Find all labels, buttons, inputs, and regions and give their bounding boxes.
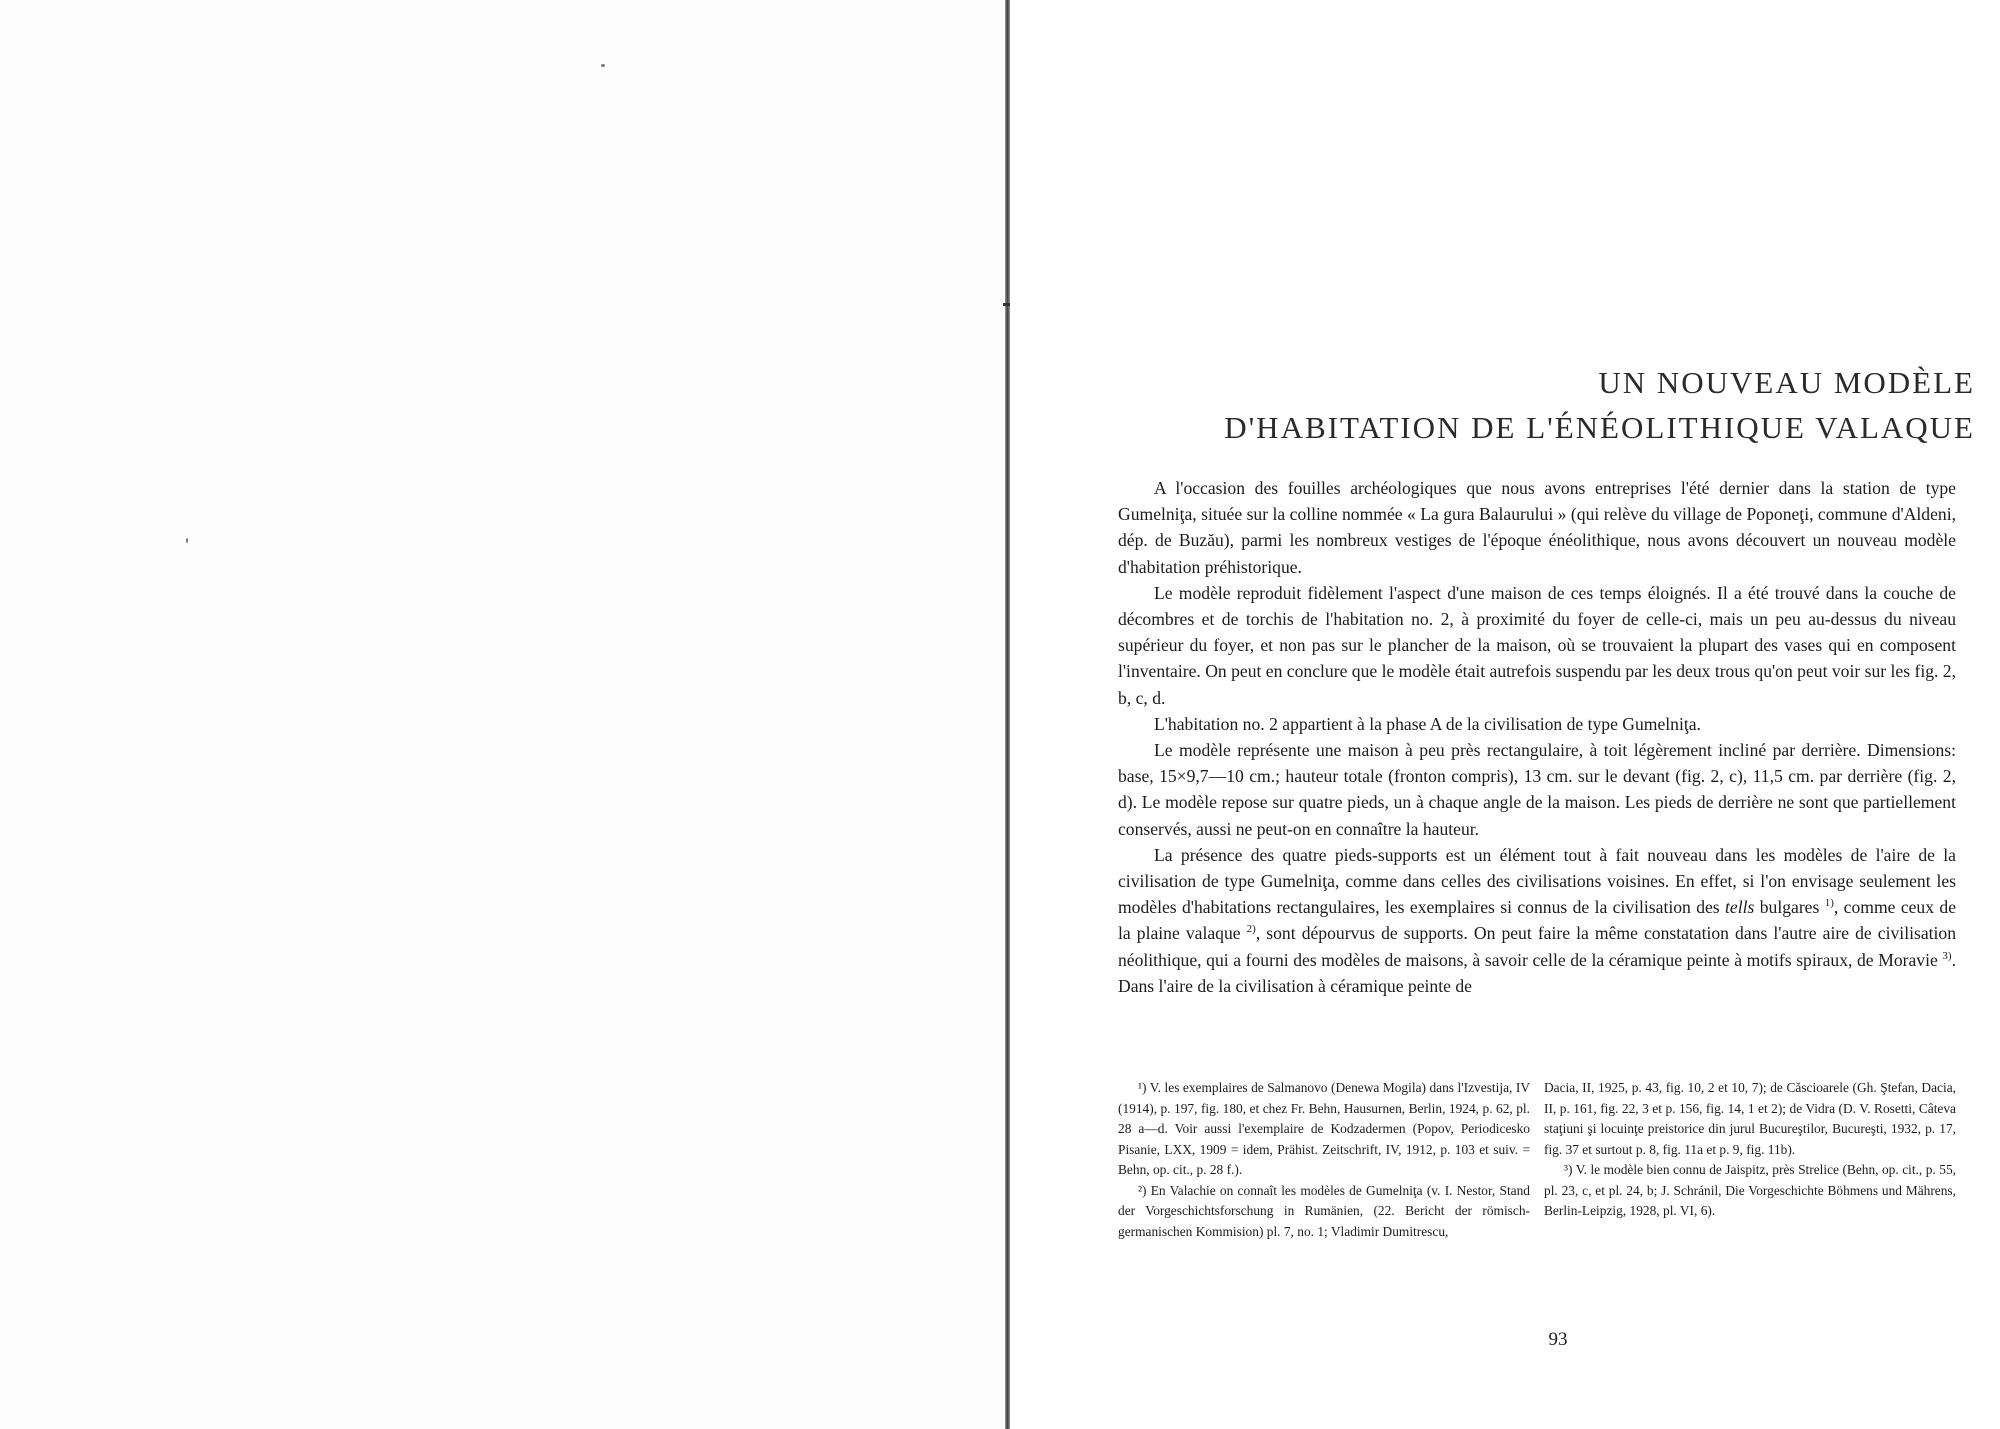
paragraph-5 — [1118, 842, 1956, 999]
footnote-2: ²) En Valachie on connaît les modèles de Gumelniţa (v. I. Nestor, Stand der Vorgeschichtsforschung in Rumänien, (22. Bericht der römisch-germanischen Kommision) pl. 7, no. 1; Vladimir Dumitrescu, — [1118, 1182, 1530, 1239]
paragraph-2: Le modèle reproduit fidèlement l'aspect d'une maison de ces temps éloignés. Il a été trouvé dans la couche de décombres et de torchis de l'habitation no. 2, à proximité du foyer de celle-ci, mais un peu au-dessus du niveau supérieur du foyer, et non pas sur le plancher de la maison, où se trouvaient la plupart des vases qui en composent l'inventaire. On peut en conclure que le modèle était autrefois suspendu par les deux trous qu'on peut voir sur les fig. 2, b, c, d. — [1118, 582, 1956, 708]
paragraph-3: L'habitation no. 2 appartient à la phase A de la civilisation de type Gumelniţa. — [1154, 713, 1701, 734]
footnotes-left-column — [1118, 1078, 1530, 1242]
term-tells: tells — [1725, 897, 1755, 918]
paper-speck — [601, 64, 605, 67]
page-number: 93 — [1548, 1329, 1568, 1350]
footnote-ref-2: 2) — [1246, 923, 1256, 936]
footnotes — [1118, 1078, 1956, 1242]
paragraph-1: A l'occasion des fouilles archéologiques que nous avons entreprises l'été dernier dans la station de type Gumelniţa, située sur la colline nommée « La gura Balaurului » (qui relève du village de Poponeţi, commune d'Aldeni, dép. de Buzău), parmi les nombreux vestiges de l'époque énéolithique, nous avons découvert un nouveau modèle d'habitation préhistorique. — [1118, 478, 1956, 577]
title-line-2: D'HABITATION DE L'ÉNÉOLITHIQUE VALAQUE — [1224, 410, 1975, 445]
footnote-1: ¹) V. les exemplaires de Salmanovo (Denewa Mogila) dans l'Izvestija, IV (1914), p. 197, fig. 180, et chez Fr. Behn, Hausurnen, Berlin, 1924, p. 62, pl. 28 a—d. Voir aussi l'exemplaire de Kodzadermen (Popov, Periodicesko Pisanie, LXX, 1909 = idem, Prähist. Zeitschrift, IV, 1912, p. 103 et suiv. = Behn, op. cit., p. 28 f.). — [1118, 1080, 1530, 1177]
article-title — [1040, 360, 1975, 450]
title-line-1: UN NOUVEAU MODÈLE — [1598, 365, 1975, 400]
paragraph-4: Le modèle représente une maison à peu près rectangulaire, à toit légèrement incliné par derrière. Dimensions: base, 15×9,7—10 cm.; hauteur totale (fronton compris), 13 cm. sur le devant (fig. 2, c), 11,5 cm. par derrière (fig. 2, d). Le modèle repose sur quatre pieds, un à chaque angle de la maison. Les pieds de derrière ne sont que partiellement conservés, aussi ne peut-on en connaître la hauteur. — [1118, 740, 1956, 839]
footnote-3: ³) V. le modèle bien connu de Jaispitz, près Strelice (Behn, op. cit., p. 55, pl. 23, c, et pl. 24, b; J. Schránil, Die Vorgeschichte Böhmens und Mährens, Berlin-Leipzig, 1928, pl. VI, 6). — [1544, 1162, 1956, 1218]
paper-speck — [186, 538, 188, 543]
footnote-ref-1: 1) — [1824, 897, 1834, 910]
paragraph-5-text: . Dans l'aire de la civilisation à céramique peinte de — [1118, 949, 1956, 996]
paragraph-5-text: La présence des quatre pieds-supports est un élément tout à fait nouveau dans les modèles de l'aire de la civilisation de type Gumelniţa, comme dans celles des civilisations voisines. En effet, si l'on envisage seulement les modèles d'habitations rectangulaires, les exemplaires si connus de la civilisation des — [1118, 844, 1956, 918]
paragraph-5-text: , sont dépourvus de supports. On peut faire la même constatation dans l'autre aire de civilisation néolithique, qui a fourni des modèles de maisons, à savoir celle de la céramique peinte à motifs spiraux, de Moravie — [1118, 923, 1956, 970]
footnote-ref-3: 3) — [1942, 949, 1952, 962]
paragraph-5-text: , comme ceux de la plaine valaque — [1118, 897, 1957, 944]
article-body — [1118, 475, 1956, 999]
footnote-2-continued: Dacia, II, 1925, p. 43, fig. 10, 2 et 10, 7); de Căscioarele (Gh. Ştefan, Dacia, II, p. 161, fig. 22, 3 et p. 156, fig. 14, 1 et 2); de Vidra (D. V. Rosetti, Câteva staţiuni şi locuinţe preistorice din jurul Bucureştilor, Bucureşti, 1932, p. 17, fig. 37 et surtout p. 8, fig. 11a et p. 9, fig. 11b). — [1544, 1080, 1956, 1157]
footnotes-right-column — [1544, 1078, 1956, 1242]
paragraph-5-text: bulgares — [1754, 897, 1825, 918]
